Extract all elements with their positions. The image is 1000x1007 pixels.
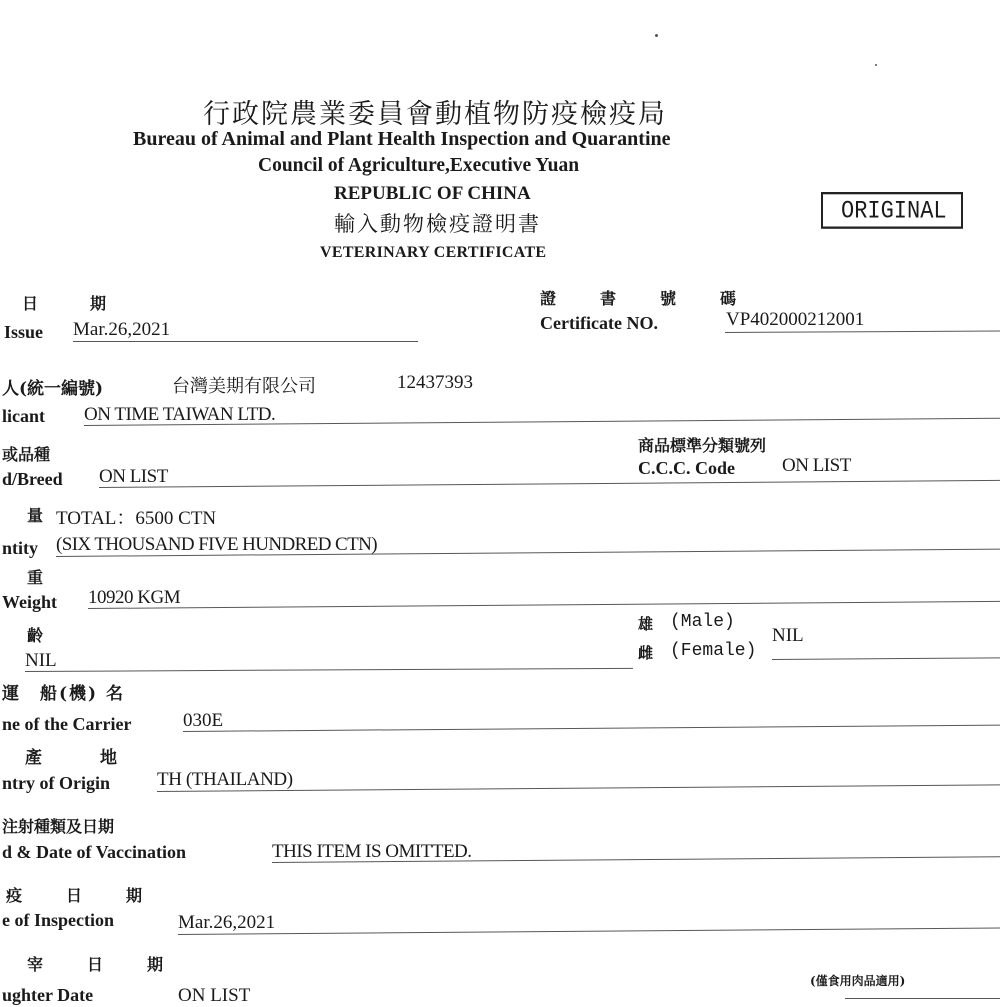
applicant-label: licant xyxy=(2,406,45,426)
inspection-date-value: Mar.26,2021 xyxy=(178,912,276,933)
certificate-title-en: VETERINARY CERTIFICATE xyxy=(320,244,547,261)
vaccination-label: d & Date of Vaccination xyxy=(2,842,186,862)
kind-breed-value: ON LIST xyxy=(99,466,168,487)
applicant-tax-id: 12437393 xyxy=(397,372,473,393)
quantity-total: TOTAL：6500 CTN xyxy=(56,508,217,529)
kind-breed-label: d/Breed xyxy=(2,469,63,489)
vaccination-value: THIS ITEM IS OMITTED. xyxy=(272,841,472,862)
certificate-title-cn: 輸入動物檢疫證明書 xyxy=(334,212,541,236)
quantity-value: (SIX THOUSAND FIVE HUNDRED CTN) xyxy=(56,534,377,555)
ccc-code-label-cn: 商品標準分類號列 xyxy=(638,436,767,455)
original-stamp: ORIGINAL xyxy=(821,192,963,229)
kind-breed-underline xyxy=(99,480,1000,488)
inspection-label-cn: 疫 日 期 xyxy=(6,886,157,905)
agency-title-en: Bureau of Animal and Plant Health Inspection and Quarantine xyxy=(133,128,671,150)
sex-underline xyxy=(772,657,1000,660)
origin-label: ntry of Origin xyxy=(2,773,110,793)
carrier-underline xyxy=(183,725,1000,733)
kind-breed-label-cn: 或品種 xyxy=(2,445,51,464)
inspection-label: e of Inspection xyxy=(2,910,114,930)
slaughter-label-cn: 宰 日 期 xyxy=(27,955,178,974)
age-value: NIL xyxy=(25,650,57,671)
ccc-code-label: C.C.C. Code xyxy=(638,458,735,478)
weight-label: Weight xyxy=(2,592,58,612)
quantity-label-cn: 量 xyxy=(27,506,44,525)
origin-value: TH (THAILAND) xyxy=(157,769,293,790)
weight-value: 10920 KGM xyxy=(88,587,181,608)
applicant-name-cn: 台灣美期有限公司 xyxy=(172,376,316,397)
weight-underline xyxy=(88,601,1000,610)
age-underline xyxy=(25,668,633,673)
scan-speck xyxy=(655,34,658,37)
council-title: Council of Agriculture,Executive Yuan xyxy=(258,155,580,176)
inspection-underline xyxy=(178,928,1000,936)
certificate-no-value: VP402000212001 xyxy=(726,309,865,330)
ccc-code-value: ON LIST xyxy=(782,455,851,476)
issue-date-value: Mar.26,2021 xyxy=(73,319,171,340)
weight-label-cn: 重 xyxy=(27,568,44,587)
applicant-label-cn: 人(統一編號) xyxy=(2,379,104,399)
slaughter-date-value: ON LIST xyxy=(178,985,251,1006)
applicant-value: ON TIME TAIWAN LTD. xyxy=(84,404,276,425)
certificate-no-underline xyxy=(725,331,1000,334)
issue-underline xyxy=(73,341,418,342)
slaughter-note-underline xyxy=(845,998,1000,999)
slaughter-label: ughter Date xyxy=(2,985,94,1005)
agency-title-cn: 行政院農業委員會動植物防疫檢疫局 xyxy=(203,99,667,130)
certificate-no-label-cn: 證 書 號 碼 xyxy=(540,289,751,308)
age-label-cn: 齡 xyxy=(27,626,44,645)
carrier-label-cn: 運 船(機) 名 xyxy=(2,684,126,704)
certificate-no-label: Certificate NO. xyxy=(540,313,658,333)
female-label: (Female) xyxy=(670,641,757,661)
vaccination-label-cn: 注射種類及日期 xyxy=(2,817,115,836)
female-label-cn: 雌 xyxy=(638,644,654,662)
issue-label: Issue xyxy=(4,322,44,342)
origin-label-cn: 產 地 xyxy=(25,748,125,768)
country-title: REPUBLIC OF CHINA xyxy=(334,183,531,204)
carrier-value: 030E xyxy=(183,710,224,731)
quantity-label: ntity xyxy=(2,538,38,558)
male-label-cn: 雄 xyxy=(638,615,654,633)
scan-speck xyxy=(875,64,877,66)
issue-label-cn: 日 期 xyxy=(22,294,125,313)
sex-value: NIL xyxy=(772,625,804,646)
male-label: (Male) xyxy=(670,612,735,632)
slaughter-note-cn: (僅食用肉品適用) xyxy=(810,974,906,988)
carrier-label: ne of the Carrier xyxy=(2,714,132,734)
